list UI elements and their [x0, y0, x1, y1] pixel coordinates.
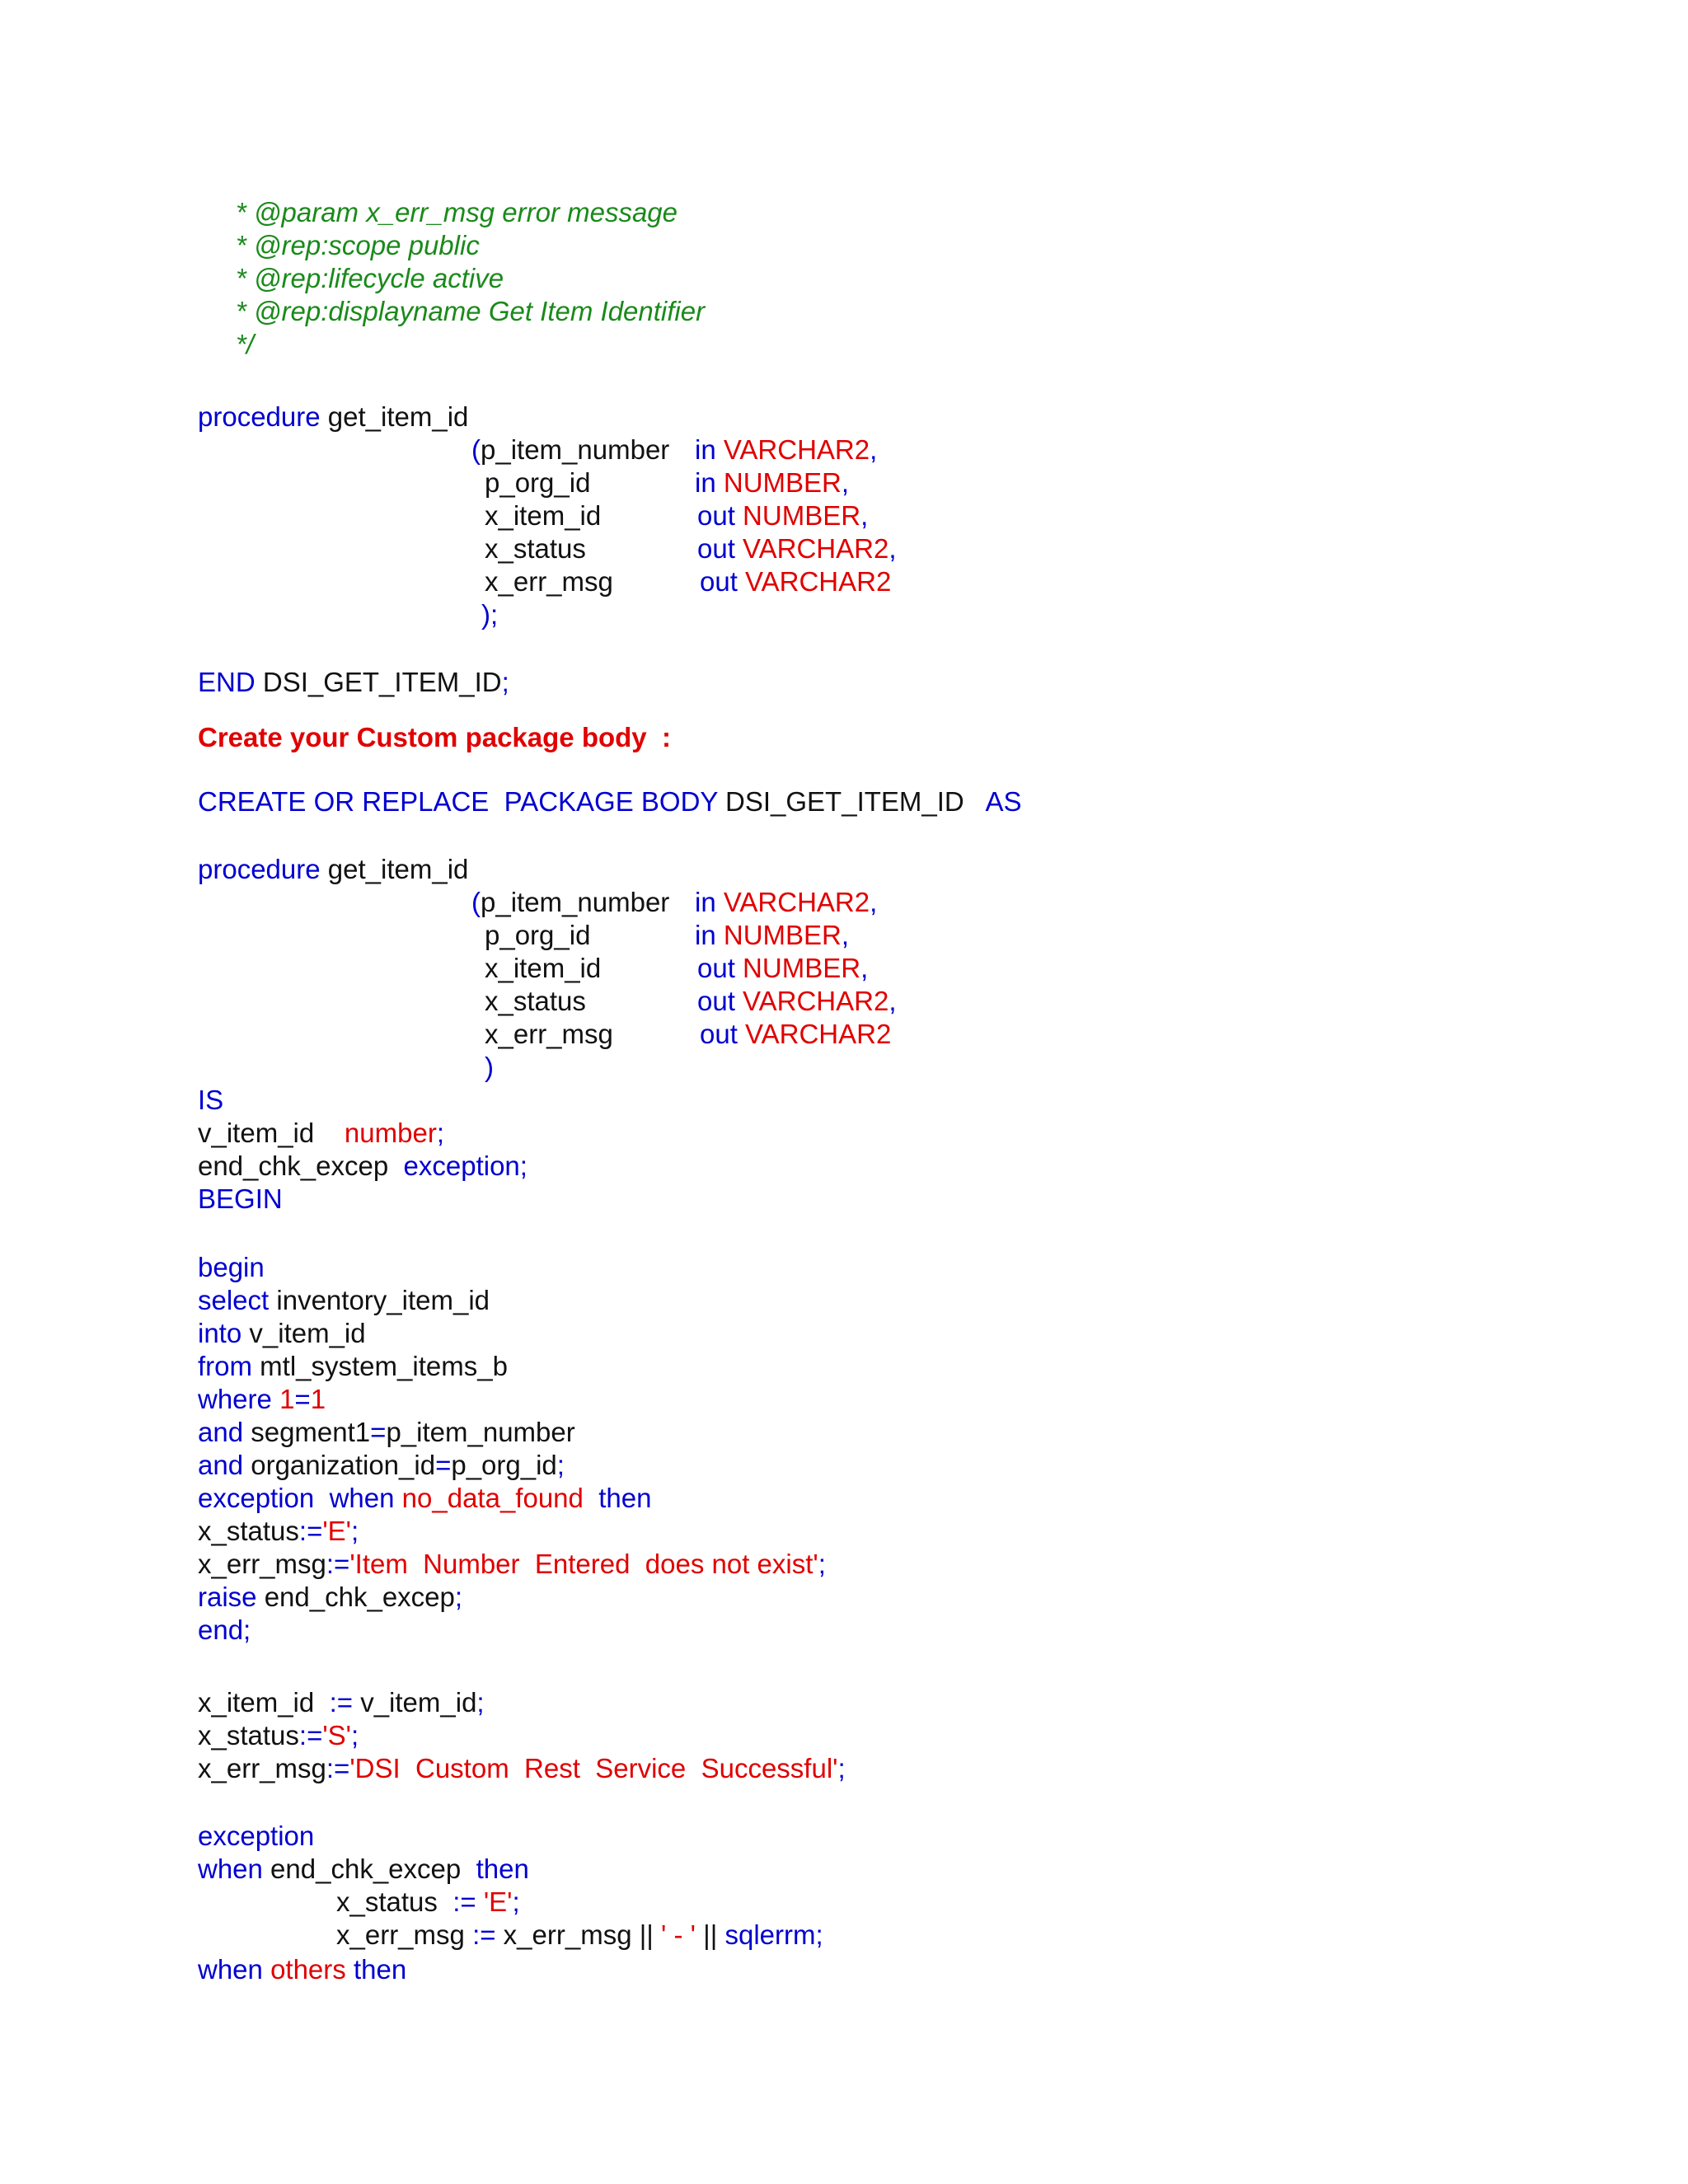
code-line — [198, 1752, 846, 1785]
code-token: VARCHAR2 — [743, 986, 889, 1016]
code-line — [198, 1150, 528, 1183]
code-token: out — [697, 953, 743, 983]
code-token: CREATE OR REPLACE PACKAGE BODY — [198, 786, 718, 817]
code-line — [198, 1117, 444, 1150]
code-line — [198, 1853, 529, 1886]
code-token: */ — [236, 329, 255, 359]
code-token: , — [841, 467, 850, 498]
code-token: ; — [350, 1720, 359, 1750]
code-token: v_item_id — [360, 1687, 477, 1718]
code-token: END — [198, 667, 256, 697]
code-token: = — [370, 1417, 387, 1447]
code-token: begin — [198, 1252, 265, 1282]
code-line — [198, 1317, 366, 1350]
code-token: p_org_id — [485, 467, 591, 498]
code-token: 1 — [310, 1384, 326, 1414]
code-token: end_chk_excep — [198, 1151, 404, 1181]
code-token: 'Item Number Entered does not exist' — [349, 1549, 818, 1579]
code-token: exception; — [403, 1151, 528, 1181]
code-token: ; — [350, 1516, 359, 1546]
code-line — [485, 565, 613, 598]
code-token: exception — [198, 1821, 315, 1851]
code-line — [485, 919, 590, 952]
code-line — [198, 1084, 223, 1117]
code-line — [198, 1251, 265, 1284]
code-line — [471, 886, 669, 919]
param-type — [697, 985, 896, 1018]
code-token: number — [344, 1118, 437, 1148]
code-token: ( — [471, 434, 481, 465]
code-token: out — [697, 533, 743, 564]
code-token: , — [870, 434, 878, 465]
code-token: x_status — [485, 533, 586, 564]
code-token: out — [697, 986, 743, 1016]
param-type — [697, 952, 868, 985]
code-line — [198, 853, 468, 886]
code-line — [198, 401, 468, 434]
code-line — [198, 1548, 826, 1581]
code-token: then — [583, 1483, 652, 1513]
code-token: out — [697, 500, 743, 531]
param-type — [695, 919, 849, 952]
code-line — [198, 1820, 314, 1853]
code-token: ; — [476, 1687, 485, 1718]
code-line — [198, 1350, 508, 1383]
code-line — [485, 1051, 494, 1084]
code-line — [485, 1018, 613, 1051]
code-token: := — [445, 1886, 484, 1917]
code-line — [198, 1416, 575, 1449]
code-token: * @param x_err_msg error message — [236, 197, 678, 227]
code-token: end_chk_excep — [256, 1582, 455, 1612]
code-token: organization_id — [243, 1450, 436, 1480]
code-token: and — [198, 1450, 244, 1480]
code-line — [336, 1919, 823, 1952]
code-token: VARCHAR2 — [723, 434, 870, 465]
code-token: = — [294, 1384, 311, 1414]
param-type — [700, 1018, 891, 1051]
code-token: end_chk_excep — [262, 1854, 469, 1884]
code-line — [485, 499, 601, 532]
code-token: in — [695, 920, 724, 950]
code-token: , — [841, 920, 850, 950]
comment-line — [236, 229, 480, 262]
comment-line — [236, 295, 705, 328]
code-line — [471, 434, 669, 466]
comment-line — [236, 328, 254, 361]
code-token: ; — [818, 1549, 826, 1579]
code-token: * @rep:scope public — [236, 230, 480, 260]
code-token: ; — [837, 1753, 846, 1783]
code-line — [481, 598, 498, 631]
code-token: , — [889, 533, 897, 564]
code-token: := — [472, 1919, 504, 1950]
code-token: x_status — [198, 1516, 299, 1546]
code-token: ; — [556, 1450, 565, 1480]
code-token: IS — [198, 1085, 224, 1115]
code-token: procedure — [198, 401, 321, 432]
code-line — [198, 1719, 359, 1752]
code-token: , — [870, 887, 878, 917]
code-token: x_item_id — [198, 1687, 322, 1718]
code-token: and — [198, 1417, 244, 1447]
code-token: exception when — [198, 1483, 402, 1513]
code-token: NUMBER — [743, 500, 861, 531]
code-token: 'E' — [483, 1886, 513, 1917]
code-token: DSI_GET_ITEM_ID — [717, 786, 986, 817]
code-token: x_status — [485, 986, 586, 1016]
code-line — [485, 952, 601, 985]
param-type — [697, 532, 896, 565]
code-line — [198, 666, 509, 699]
code-line — [485, 466, 590, 499]
code-token: ; — [501, 667, 509, 697]
code-token: others — [270, 1954, 346, 1985]
code-token: in — [695, 887, 724, 917]
code-token: in — [695, 434, 724, 465]
code-token: p_org_id — [485, 920, 591, 950]
code-token: select — [198, 1285, 270, 1315]
param-type — [695, 886, 877, 919]
code-token: inventory_item_id — [269, 1285, 490, 1315]
code-token: get_item_id — [320, 401, 469, 432]
code-token: x_err_msg || — [503, 1919, 662, 1950]
code-token: ( — [471, 887, 481, 917]
code-token: VARCHAR2 — [745, 1019, 892, 1049]
code-line — [198, 1686, 485, 1719]
code-token: NUMBER — [723, 467, 842, 498]
code-line — [198, 1953, 406, 1986]
code-token: := — [298, 1516, 323, 1546]
code-token: x_err_msg — [336, 1919, 473, 1950]
code-token: x_err_msg — [198, 1753, 326, 1783]
code-token: VARCHAR2 — [745, 566, 892, 597]
comment-line — [236, 262, 504, 295]
code-token: no_data_found — [401, 1483, 584, 1513]
code-token: x_err_msg — [485, 1019, 613, 1049]
code-line — [198, 1449, 565, 1482]
code-token: NUMBER — [743, 953, 861, 983]
code-line — [198, 1482, 651, 1515]
code-token: x_status — [336, 1886, 446, 1917]
code-line — [198, 1183, 283, 1216]
code-line — [485, 532, 586, 565]
code-token: v_item_id — [241, 1318, 366, 1348]
code-token: ; — [454, 1582, 463, 1612]
code-token: , — [860, 500, 869, 531]
param-type — [695, 434, 877, 466]
code-token: VARCHAR2 — [743, 533, 889, 564]
code-token: , — [889, 986, 897, 1016]
code-line — [198, 1581, 462, 1614]
code-token: ; — [436, 1118, 444, 1148]
code-line — [485, 985, 586, 1018]
code-token: mtl_system_items_b — [252, 1351, 508, 1381]
code-token: in — [695, 467, 724, 498]
code-token: BEGIN — [198, 1183, 283, 1214]
code-token: p_item_number — [481, 887, 670, 917]
code-token: when — [198, 1854, 263, 1884]
code-token: VARCHAR2 — [723, 887, 870, 917]
section-heading: Create your Custom package body : — [198, 722, 671, 752]
code-token: into — [198, 1318, 242, 1348]
param-type — [697, 499, 868, 532]
code-token: where — [198, 1384, 280, 1414]
code-token: segment1 — [243, 1417, 371, 1447]
code-token: := — [326, 1753, 350, 1783]
code-line — [198, 1383, 326, 1416]
code-token: || — [695, 1919, 725, 1950]
code-token: end; — [198, 1615, 251, 1645]
code-token: raise — [198, 1582, 257, 1612]
code-token: 'DSI Custom Rest Service Successful' — [349, 1753, 838, 1783]
code-token: ); — [481, 599, 499, 630]
code-token: sqlerrm; — [724, 1919, 823, 1950]
code-token: x_err_msg — [198, 1549, 326, 1579]
code-line — [198, 785, 1021, 818]
code-line — [198, 1284, 490, 1317]
code-token: * @rep:lifecycle active — [236, 263, 504, 293]
code-token: NUMBER — [723, 920, 842, 950]
code-token: AS — [985, 786, 1022, 817]
code-line — [336, 1886, 520, 1919]
code-token: := — [326, 1549, 350, 1579]
code-token: * @rep:displayname Get Item Identifier — [236, 296, 706, 326]
code-token: x_item_id — [485, 500, 602, 531]
code-token: p_item_number — [386, 1417, 575, 1447]
code-token: ; — [512, 1886, 520, 1917]
code-token: DSI_GET_ITEM_ID — [255, 667, 502, 697]
code-token: ' - ' — [661, 1919, 696, 1950]
code-token: 'E' — [322, 1516, 351, 1546]
code-token: v_item_id — [198, 1118, 345, 1148]
param-type — [700, 565, 891, 598]
comment-line — [236, 196, 678, 229]
code-token: when — [198, 1954, 271, 1985]
code-token: x_item_id — [485, 953, 602, 983]
code-token: out — [700, 1019, 746, 1049]
code-token: := — [321, 1687, 361, 1718]
code-token: out — [700, 566, 746, 597]
code-line — [198, 1614, 251, 1647]
code-token: p_item_number — [481, 434, 670, 465]
param-type — [695, 466, 849, 499]
code-token: get_item_id — [320, 854, 469, 884]
code-token: then — [345, 1954, 407, 1985]
code-token: p_org_id — [451, 1450, 557, 1480]
code-token: := — [298, 1720, 323, 1750]
code-token: x_err_msg — [485, 566, 613, 597]
code-token: procedure — [198, 854, 321, 884]
code-token: x_status — [198, 1720, 299, 1750]
code-token: 'S' — [322, 1720, 351, 1750]
code-token: , — [860, 953, 869, 983]
code-token: from — [198, 1351, 252, 1381]
code-token: 1 — [279, 1384, 295, 1414]
code-line — [198, 1515, 359, 1548]
code-token: = — [435, 1450, 452, 1480]
code-token: then — [468, 1854, 529, 1884]
code-token: ) — [485, 1052, 494, 1082]
